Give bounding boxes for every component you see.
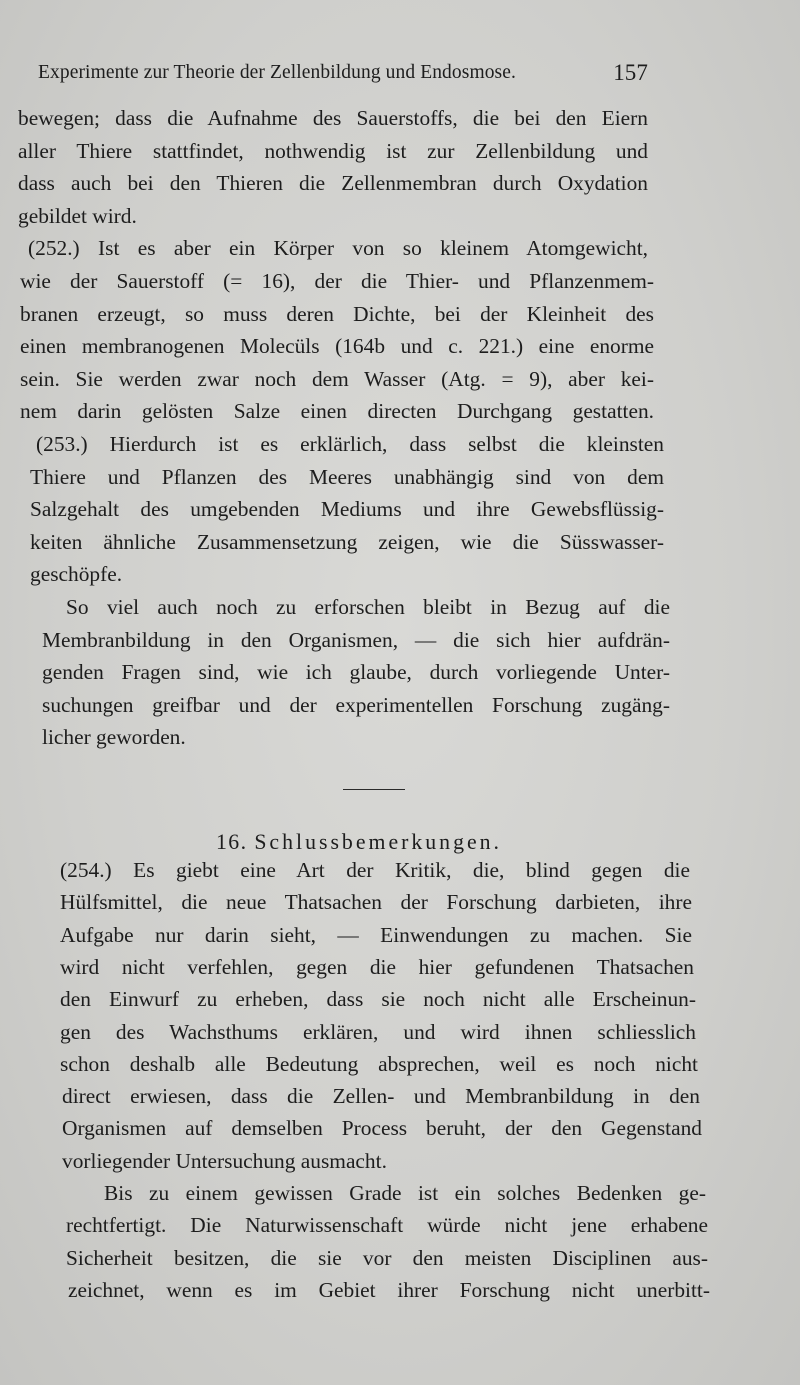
section-number: 16. (216, 830, 248, 854)
body-text-line: genden Fragen sind, wie ich glaube, durch vorliegende Unter- (42, 660, 670, 685)
running-title: Experimente zur Theorie der Zellenbildung und Endosmose. (38, 62, 516, 83)
body-text-line: wie der Sauerstoff (= 16), der die Thier- und Pflanzenmem- (20, 269, 654, 293)
body-text-line: gebildet wird. (18, 203, 137, 228)
body-text-line: aller Thiere stattfindet, nothwendig ist zur Zellenbildung und (18, 138, 648, 163)
section-divider-rule (343, 789, 405, 790)
body-text-line: (253.) Hierdurch ist es erklärlich, dass selbst die kleinsten (36, 432, 664, 456)
body-text-line: (254.) Es giebt eine Art der Kritik, die, blind gegen die (60, 858, 690, 882)
body-text-line: Salzgehalt des umgebenden Mediums und ihre Gewebsflüssig- (30, 497, 664, 522)
body-text-line: Thiere und Pflanzen des Meeres unabhängig sind von dem (30, 464, 664, 489)
body-text-line: licher geworden. (42, 725, 186, 750)
body-text-line: einen membranogenen Molecüls (164b und c. 221.) eine enorme (20, 334, 654, 359)
body-text-line: schon deshalb alle Bedeutung absprechen, weil es noch nicht (60, 1051, 698, 1076)
body-text-line: gen des Wachsthums erklären, und wird ihnen schliesslich (60, 1019, 696, 1044)
body-text-line: So viel auch noch zu erforschen bleibt in Bezug auf die (66, 595, 670, 619)
body-text-line: keiten ähnliche Zusammensetzung zeigen, wie die Süsswasser- (30, 529, 664, 554)
body-text-line: Hülfsmittel, die neue Thatsachen der Forschung darbieten, ihre (60, 890, 692, 915)
body-text-line: geschöpfe. (30, 562, 123, 587)
body-text-line: vorliegender Untersuchung ausmacht. (62, 1148, 387, 1173)
body-text-line: suchungen greifbar und der experimentellen Forschung zugäng- (42, 692, 670, 717)
section-title: Schlussbemerkungen. (254, 830, 503, 854)
body-text-line: Organismen auf demselben Process beruht, der den Gegenstand (62, 1116, 702, 1141)
body-text-line: Aufgabe nur darin sieht, — Einwendungen zu machen. Sie (60, 922, 692, 947)
running-head (38, 62, 648, 84)
body-text-line: Membranbildung in den Organismen, — die sich hier aufdrän- (42, 627, 670, 652)
body-text-line: nem darin gelösten Salze einen directen Durchgang gestatten. (20, 399, 654, 424)
body-text-line: den Einwurf zu erheben, dass sie noch nicht alle Erscheinun- (60, 987, 696, 1012)
body-text-line: direct erwiesen, dass die Zellen- und Membranbildung in den (62, 1084, 700, 1109)
body-text-line: sein. Sie werden zwar noch dem Wasser (Atg. = 9), aber kei- (20, 366, 654, 391)
page-number: 157 (613, 60, 648, 85)
body-text-line: Sicherheit besitzen, die sie vor den meisten Disciplinen aus- (66, 1245, 708, 1270)
body-text-line: zeichnet, wenn es im Gebiet ihrer Forschung nicht unerbitt- (68, 1277, 710, 1302)
body-text-line: dass auch bei den Thieren die Zellenmembran durch Oxydation (18, 171, 648, 196)
body-text-line: branen erzeugt, so muss deren Dichte, bei der Kleinheit des (20, 301, 654, 326)
body-text-line: wird nicht verfehlen, gegen die hier gefundenen Thatsachen (60, 954, 694, 979)
body-text-line: rechtfertigt. Die Naturwissenschaft würde nicht jene erhabene (66, 1213, 708, 1238)
section-heading (216, 830, 502, 855)
body-text-line: bewegen; dass die Aufnahme des Sauerstoffs, die bei den Eiern (18, 106, 648, 130)
body-text-line: Bis zu einem gewissen Grade ist ein solches Bedenken ge- (104, 1181, 706, 1205)
body-text-line: (252.) Ist es aber ein Körper von so kleinem Atomgewicht, (28, 236, 648, 261)
